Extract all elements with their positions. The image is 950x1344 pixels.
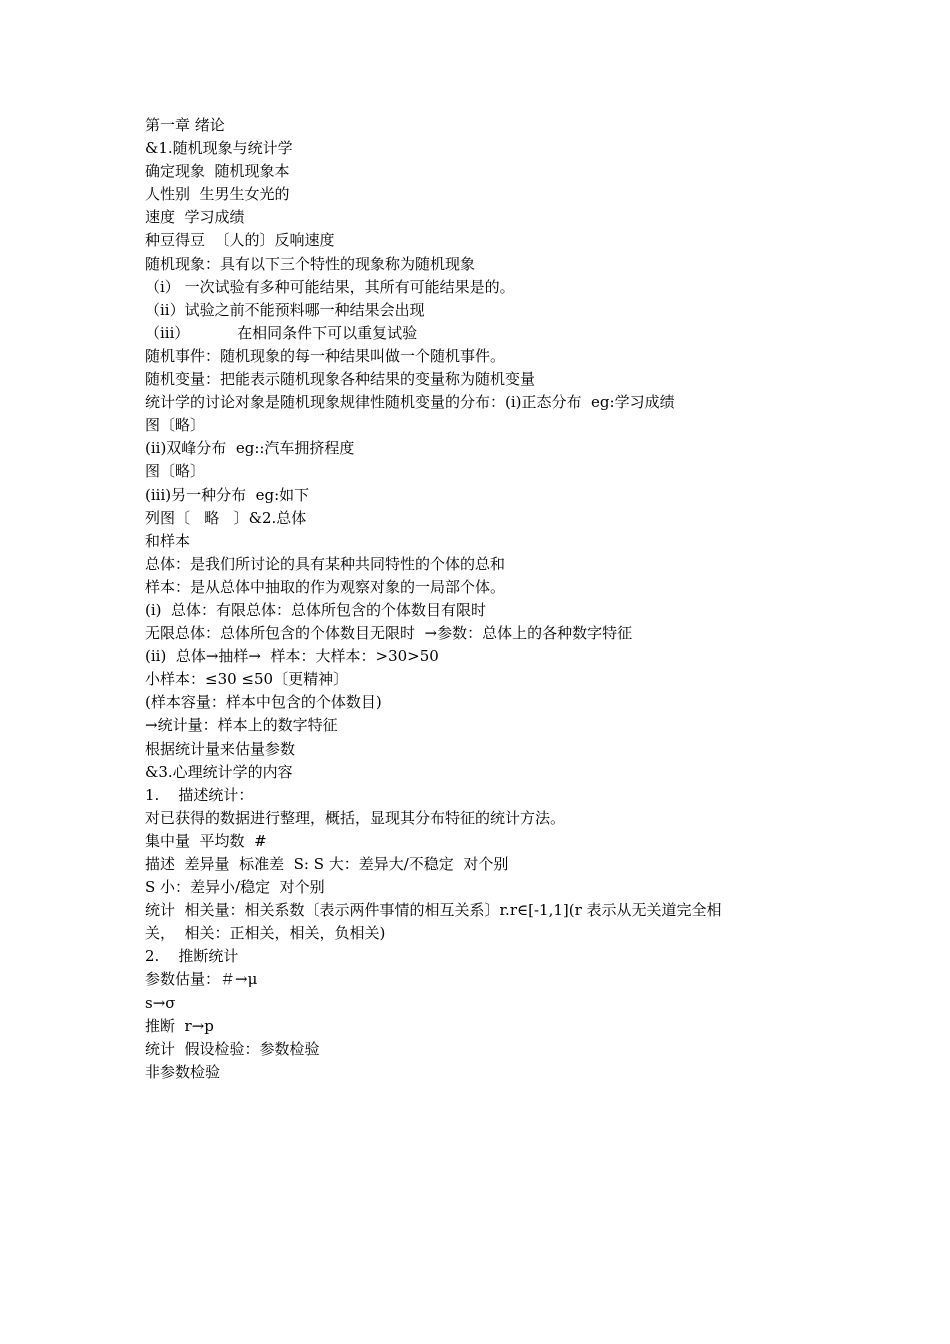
text-line: 小样本：≤30 ≤50〔更精神〕	[145, 670, 349, 689]
text-line: 统计 相关量：相关系数〔表示两件事情的相互关系〕r.r∈[-1,1](r 表示从无关道完全相	[145, 901, 722, 920]
text-line: 列图〔 略 〕&2.总体	[145, 508, 307, 527]
text-line: 总体：是我们所讨论的具有某种共同特性的个体的总和	[145, 554, 506, 573]
text-line: （i） 一次试验有多种可能结果，其所有可能结果是的。	[145, 277, 515, 296]
text-line: 样本：是从总体中抽取的作为观察对象的一局部个体。	[145, 577, 506, 596]
text-line: 参数估量：＃→μ	[145, 970, 258, 989]
document-body	[145, 114, 785, 1084]
text-line: 统计 假设检验：参数检验	[145, 1039, 320, 1058]
text-line: (iii)另一种分布 eg:如下	[145, 485, 310, 504]
text-line: 和样本	[145, 531, 191, 550]
text-line: 统计学的讨论对象是随机现象规律性随机变量的分布：(i)正态分布 eg:学习成绩	[145, 393, 675, 412]
text-line: 图〔略〕	[145, 462, 206, 481]
text-line: 2. 推断统计	[145, 947, 239, 966]
text-line: 1. 描述统计：	[145, 785, 254, 804]
text-line: 第一章 绪论	[145, 116, 225, 134]
text-line: 种豆得豆 〔人的〕反响速度	[145, 231, 335, 250]
text-line: &3.心理统计学的内容	[145, 762, 293, 781]
text-line: （iii） 在相同条件下可以重复试验	[145, 323, 418, 342]
text-line: 根据统计量来估量参数	[145, 739, 296, 758]
text-line: 确定现象 随机现象本	[145, 162, 290, 181]
text-line: 推断 r→p	[145, 1016, 214, 1035]
text-line: 集中量 平均数 #	[145, 831, 267, 850]
text-line: (样本容量：样本中包含的个体数目)	[145, 693, 382, 712]
text-line: 非参数检验	[145, 1062, 221, 1081]
text-line: 图〔略〕	[145, 416, 206, 435]
text-line: (ii) 总体→抽样→ 样本：大样本：>30>50	[145, 647, 439, 666]
text-line: &1.随机现象与统计学	[145, 139, 293, 158]
text-line: 无限总体：总体所包含的个体数目无限时 →参数：总体上的各种数字特征	[145, 624, 633, 643]
text-line: 对已获得的数据进行整理，概括，显现其分布特征的统计方法。	[145, 808, 566, 827]
text-line: →统计量：样本上的数字特征	[145, 716, 338, 735]
text-line: 随机变量：把能表示随机现象各种结果的变量称为随机变量	[145, 370, 536, 389]
text-line: S 小：差异小/稳定 对个别	[145, 878, 325, 897]
text-line: 关， 相关：正相关，相关，负相关)	[145, 924, 386, 943]
text-line: 速度 学习成绩	[145, 208, 245, 227]
text-line: （ii）试验之前不能预料哪一种结果会出现	[145, 300, 425, 319]
text-line: (i) 总体：有限总体：总体所包含的个体数目有限时	[145, 600, 487, 619]
text-line: 随机现象：具有以下三个特性的现象称为随机现象	[145, 254, 476, 273]
text-line: s→σ	[145, 993, 176, 1012]
text-line: (ii)双峰分布 eg::汽车拥挤程度	[145, 439, 355, 458]
text-line: 人性别 生男生女光的	[145, 185, 290, 204]
text-line: 随机事件：随机现象的每一种结果叫做一个随机事件。	[145, 346, 506, 365]
text-line: 描述 差异量 标准差 S: S 大：差异大/不稳定 对个别	[145, 855, 509, 873]
